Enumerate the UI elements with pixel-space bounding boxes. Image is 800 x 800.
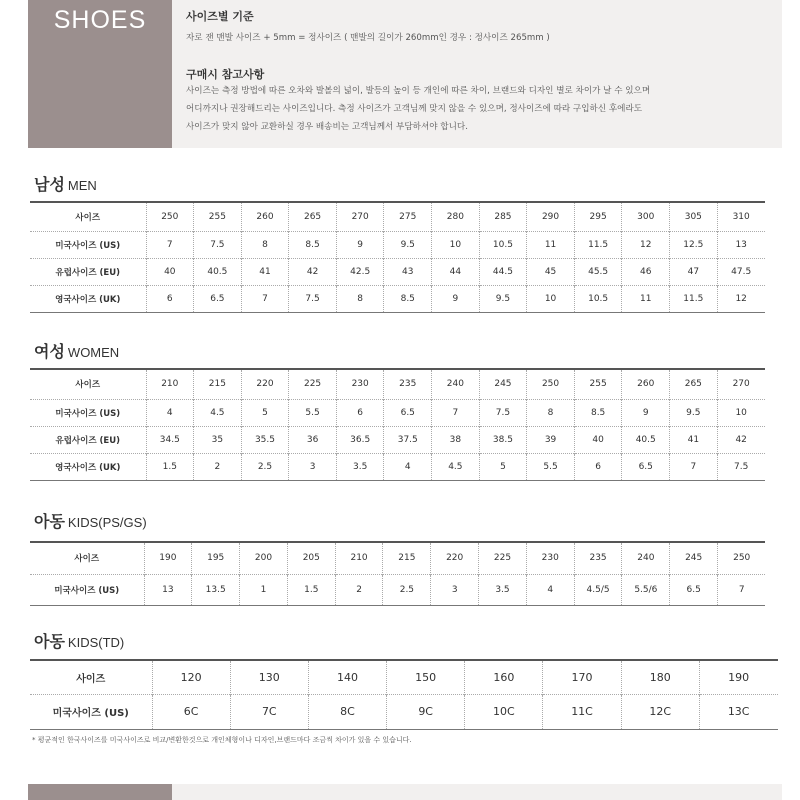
size-cell: 305 xyxy=(670,202,718,231)
size-cell: 270 xyxy=(336,202,384,231)
size-cell: 150 xyxy=(387,660,465,694)
row-label: 사이즈 xyxy=(30,369,146,399)
size-cell: 3.5 xyxy=(479,574,527,605)
size-cell: 290 xyxy=(527,202,575,231)
size-cell: 6 xyxy=(146,285,194,312)
section-title-ko: 아동 xyxy=(34,632,65,651)
size-row xyxy=(30,453,765,480)
size-cell: 11.5 xyxy=(670,285,718,312)
size-cell: 1.5 xyxy=(146,453,194,480)
size-cell: 120 xyxy=(152,660,230,694)
size-cell: 36 xyxy=(289,426,337,453)
size-cell: 270 xyxy=(717,369,765,399)
size-cell: 8.5 xyxy=(574,399,622,426)
size-cell: 260 xyxy=(241,202,289,231)
size-cell: 300 xyxy=(622,202,670,231)
size-row xyxy=(30,231,765,258)
standard-title: 사이즈별 기준 xyxy=(186,10,254,23)
row-label: 영국사이즈 (UK) xyxy=(30,453,146,480)
row-label: 사이즈 xyxy=(30,660,152,694)
standard-text: 자로 잰 맨발 사이즈 + 5mm = 정사이즈 ( 맨발의 길이가 260mm인 경우 : 정사이즈 265mm ) xyxy=(186,33,550,43)
kids-ps-size-table xyxy=(30,541,765,606)
size-cell: 5.5 xyxy=(527,453,575,480)
size-cell: 9C xyxy=(387,694,465,729)
size-cell: 260 xyxy=(622,369,670,399)
size-cell: 140 xyxy=(308,660,386,694)
size-cell: 8C xyxy=(308,694,386,729)
size-cell: 2 xyxy=(194,453,242,480)
size-cell: 9 xyxy=(432,285,480,312)
women-size-table xyxy=(30,368,765,481)
size-cell: 10 xyxy=(717,399,765,426)
size-cell: 4 xyxy=(384,453,432,480)
row-label: 사이즈 xyxy=(30,202,146,231)
size-header-row xyxy=(30,542,765,574)
size-cell: 6C xyxy=(152,694,230,729)
size-header-row xyxy=(30,660,778,694)
size-cell: 230 xyxy=(336,369,384,399)
size-cell: 2 xyxy=(335,574,383,605)
size-cell: 10.5 xyxy=(479,231,527,258)
section-title-en: KIDS(PS/GS) xyxy=(67,515,147,530)
size-cell: 7 xyxy=(146,231,194,258)
size-cell: 10C xyxy=(465,694,543,729)
size-cell: 245 xyxy=(670,542,718,574)
size-cell: 10 xyxy=(432,231,480,258)
size-cell: 9.5 xyxy=(384,231,432,258)
size-cell: 47 xyxy=(670,258,718,285)
size-cell: 3 xyxy=(431,574,479,605)
footnote: * 평균적인 한국사이즈를 미국사이즈로 비교/변환한것으로 개인체형이나 디자인,브랜드마다 조금씩 차이가 있을 수 있습니다. xyxy=(32,736,412,744)
size-cell: 9.5 xyxy=(670,399,718,426)
size-cell: 42 xyxy=(717,426,765,453)
size-cell: 6.5 xyxy=(384,399,432,426)
size-cell: 190 xyxy=(144,542,192,574)
row-label: 미국사이즈 (US) xyxy=(30,574,144,605)
size-cell: 4 xyxy=(526,574,574,605)
size-cell: 3.5 xyxy=(336,453,384,480)
size-cell: 4.5/5 xyxy=(574,574,622,605)
size-cell: 7 xyxy=(670,453,718,480)
size-cell: 7C xyxy=(230,694,308,729)
size-cell: 41 xyxy=(241,258,289,285)
size-cell: 38 xyxy=(432,426,480,453)
bottom-tag xyxy=(28,784,172,800)
size-row xyxy=(30,574,765,605)
size-cell: 5 xyxy=(479,453,527,480)
size-cell: 7 xyxy=(718,574,766,605)
size-cell: 190 xyxy=(699,660,777,694)
size-cell: 9 xyxy=(336,231,384,258)
size-cell: 6.5 xyxy=(194,285,242,312)
size-cell: 39 xyxy=(527,426,575,453)
size-cell: 10 xyxy=(527,285,575,312)
size-cell: 8 xyxy=(527,399,575,426)
size-cell: 2.5 xyxy=(241,453,289,480)
notes-line: 어디까지나 권장해드리는 사이즈입니다. 측정 사이즈가 고객님께 맞지 않을 수 있으며, 정사이즈에 따라 구입하신 후에라도 xyxy=(186,104,643,114)
size-cell: 42.5 xyxy=(336,258,384,285)
size-cell: 44.5 xyxy=(479,258,527,285)
size-cell: 225 xyxy=(479,542,527,574)
size-cell: 230 xyxy=(526,542,574,574)
size-cell: 240 xyxy=(432,369,480,399)
size-cell: 5.5/6 xyxy=(622,574,670,605)
size-cell: 310 xyxy=(717,202,765,231)
size-cell: 295 xyxy=(574,202,622,231)
size-cell: 210 xyxy=(146,369,194,399)
size-cell: 255 xyxy=(574,369,622,399)
size-cell: 12 xyxy=(717,285,765,312)
size-cell: 4.5 xyxy=(432,453,480,480)
size-cell: 45.5 xyxy=(574,258,622,285)
kids-ps-section-title xyxy=(34,509,147,532)
size-cell: 40 xyxy=(146,258,194,285)
size-cell: 13 xyxy=(144,574,192,605)
size-cell: 35 xyxy=(194,426,242,453)
section-title-en: MEN xyxy=(67,178,97,193)
size-cell: 225 xyxy=(289,369,337,399)
kids-td-size-table xyxy=(30,659,778,730)
size-cell: 245 xyxy=(479,369,527,399)
size-cell: 195 xyxy=(192,542,240,574)
size-cell: 3 xyxy=(289,453,337,480)
size-cell: 47.5 xyxy=(717,258,765,285)
notes-line: 사이즈가 맞지 않아 교환하실 경우 배송비는 고객님께서 부담하셔야 합니다. xyxy=(186,122,468,132)
notes-title: 구매시 참고사항 xyxy=(186,68,265,81)
row-label: 미국사이즈 (US) xyxy=(30,694,152,729)
size-cell: 11 xyxy=(622,285,670,312)
category-label: SHOES xyxy=(53,6,147,34)
size-cell: 40.5 xyxy=(622,426,670,453)
size-cell: 6.5 xyxy=(670,574,718,605)
size-cell: 7.5 xyxy=(717,453,765,480)
size-cell: 5.5 xyxy=(289,399,337,426)
size-cell: 44 xyxy=(432,258,480,285)
size-cell: 46 xyxy=(622,258,670,285)
size-cell: 13 xyxy=(717,231,765,258)
size-cell: 7 xyxy=(241,285,289,312)
size-cell: 250 xyxy=(527,369,575,399)
size-cell: 6.5 xyxy=(622,453,670,480)
size-cell: 6 xyxy=(336,399,384,426)
size-cell: 42 xyxy=(289,258,337,285)
size-cell: 2.5 xyxy=(383,574,431,605)
row-label: 미국사이즈 (US) xyxy=(30,231,146,258)
size-cell: 265 xyxy=(289,202,337,231)
size-cell: 13.5 xyxy=(192,574,240,605)
size-cell: 7.5 xyxy=(194,231,242,258)
size-cell: 9.5 xyxy=(479,285,527,312)
row-label: 영국사이즈 (UK) xyxy=(30,285,146,312)
size-cell: 180 xyxy=(621,660,699,694)
size-cell: 280 xyxy=(432,202,480,231)
size-cell: 7 xyxy=(432,399,480,426)
section-title-ko: 여성 xyxy=(34,342,65,361)
section-title-en: WOMEN xyxy=(67,345,120,360)
size-cell: 210 xyxy=(335,542,383,574)
size-cell: 6 xyxy=(574,453,622,480)
size-cell: 160 xyxy=(465,660,543,694)
size-cell: 36.5 xyxy=(336,426,384,453)
men-section-title xyxy=(34,172,97,195)
size-cell: 45 xyxy=(527,258,575,285)
row-label: 사이즈 xyxy=(30,542,144,574)
size-cell: 200 xyxy=(240,542,288,574)
size-cell: 215 xyxy=(383,542,431,574)
size-cell: 255 xyxy=(194,202,242,231)
row-label: 유럽사이즈 (EU) xyxy=(30,426,146,453)
size-cell: 9 xyxy=(622,399,670,426)
size-cell: 40 xyxy=(574,426,622,453)
row-label: 미국사이즈 (US) xyxy=(30,399,146,426)
size-cell: 12C xyxy=(621,694,699,729)
size-cell: 43 xyxy=(384,258,432,285)
size-cell: 12 xyxy=(622,231,670,258)
size-cell: 13C xyxy=(699,694,777,729)
men-size-table xyxy=(30,201,765,313)
size-cell: 12.5 xyxy=(670,231,718,258)
size-cell: 11.5 xyxy=(574,231,622,258)
size-cell: 8.5 xyxy=(384,285,432,312)
size-header-row xyxy=(30,202,765,231)
size-cell: 275 xyxy=(384,202,432,231)
size-cell: 240 xyxy=(622,542,670,574)
size-cell: 220 xyxy=(241,369,289,399)
size-cell: 170 xyxy=(543,660,621,694)
size-cell: 220 xyxy=(431,542,479,574)
size-cell: 41 xyxy=(670,426,718,453)
women-section-title xyxy=(34,339,119,362)
size-cell: 34.5 xyxy=(146,426,194,453)
notes-line: 사이즈는 측정 방법에 따른 오차와 발볼의 넓이, 발등의 높이 등 개인에 따른 차이, 브랜드와 디자인 별로 차이가 날 수 있으며 xyxy=(186,86,651,96)
category-tag xyxy=(28,0,172,148)
size-cell: 4.5 xyxy=(194,399,242,426)
size-row xyxy=(30,694,778,729)
size-cell: 5 xyxy=(241,399,289,426)
size-cell: 8 xyxy=(336,285,384,312)
size-row xyxy=(30,285,765,312)
size-cell: 38.5 xyxy=(479,426,527,453)
size-cell: 250 xyxy=(718,542,766,574)
size-cell: 250 xyxy=(146,202,194,231)
size-cell: 4 xyxy=(146,399,194,426)
size-cell: 40.5 xyxy=(194,258,242,285)
size-cell: 235 xyxy=(574,542,622,574)
size-cell: 8.5 xyxy=(289,231,337,258)
size-cell: 7.5 xyxy=(289,285,337,312)
size-cell: 10.5 xyxy=(574,285,622,312)
size-row xyxy=(30,258,765,285)
size-cell: 35.5 xyxy=(241,426,289,453)
size-row xyxy=(30,426,765,453)
size-cell: 265 xyxy=(670,369,718,399)
size-cell: 1 xyxy=(240,574,288,605)
kids-td-section-title xyxy=(34,629,124,652)
section-title-ko: 아동 xyxy=(34,512,65,531)
row-label: 유럽사이즈 (EU) xyxy=(30,258,146,285)
size-cell: 8 xyxy=(241,231,289,258)
size-header-row xyxy=(30,369,765,399)
size-cell: 11C xyxy=(543,694,621,729)
size-cell: 235 xyxy=(384,369,432,399)
size-cell: 7.5 xyxy=(479,399,527,426)
section-title-ko: 남성 xyxy=(34,175,65,194)
size-cell: 1.5 xyxy=(287,574,335,605)
size-cell: 285 xyxy=(479,202,527,231)
size-cell: 11 xyxy=(527,231,575,258)
size-cell: 215 xyxy=(194,369,242,399)
section-title-en: KIDS(TD) xyxy=(67,635,125,650)
size-cell: 130 xyxy=(230,660,308,694)
size-row xyxy=(30,399,765,426)
size-cell: 205 xyxy=(287,542,335,574)
size-cell: 37.5 xyxy=(384,426,432,453)
